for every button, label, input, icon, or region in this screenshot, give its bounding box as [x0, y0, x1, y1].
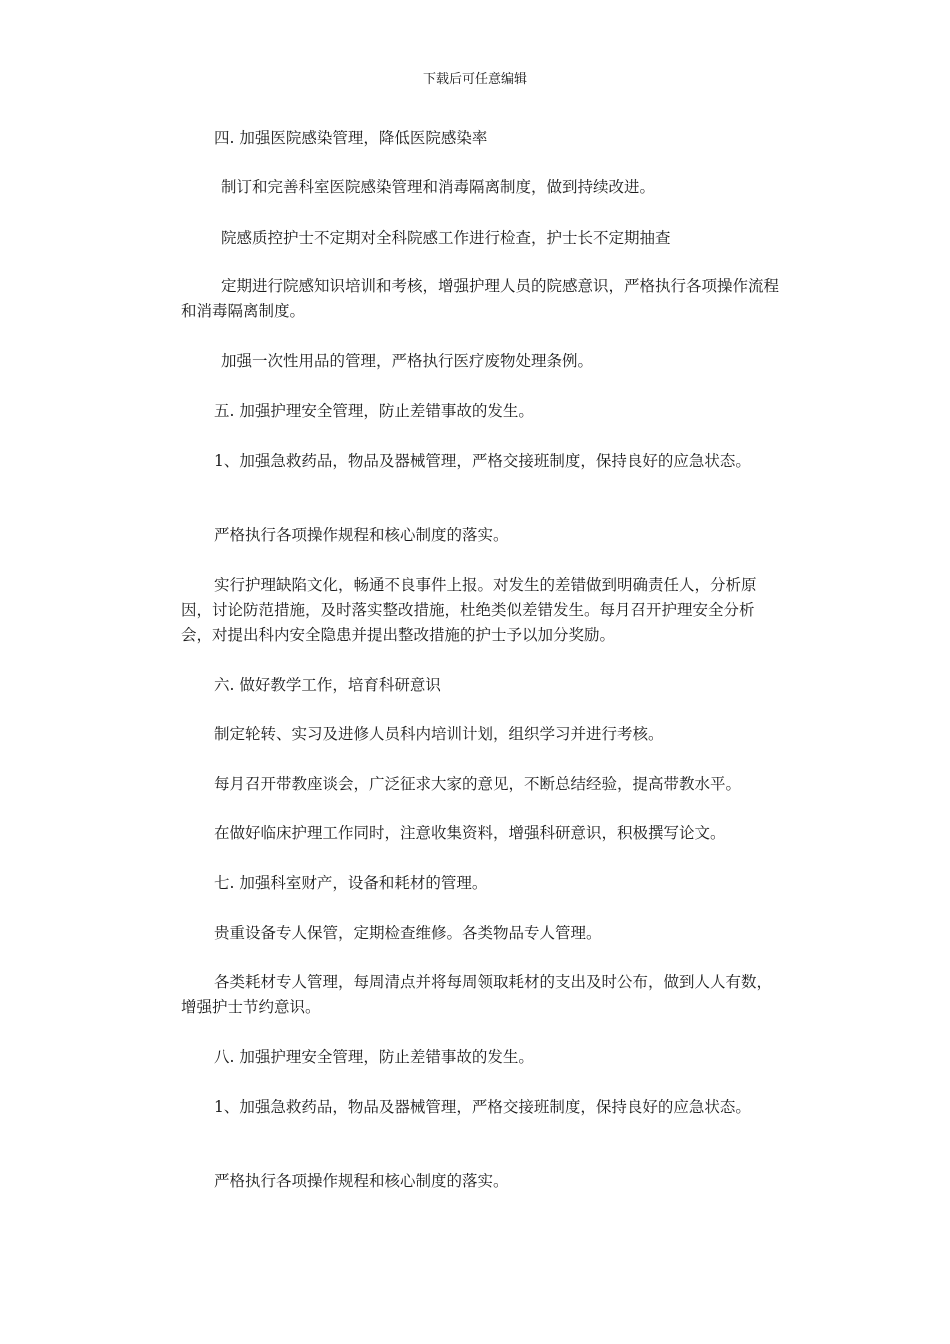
paragraph: 实行护理缺陷文化，畅通不良事件上报。对发生的差错做到明确责任人，分析原因，讨论防范措施，及时落实整改措施，杜绝类似差错发生。每月召开护理安全分析会，对提出科内安全隐患并提出整改措施的护士予以加分奖励。: [181, 576, 757, 644]
section-heading-4: 四. 加强医院感染管理，降低医院感染率: [214, 129, 488, 147]
section-heading-6: 六. 做好教学工作，培育科研意识: [214, 676, 441, 694]
paragraph: 严格执行各项操作规程和核心制度的落实。: [214, 526, 509, 544]
paragraph: 严格执行各项操作规程和核心制度的落实。: [214, 1172, 509, 1190]
section-heading-5: 五. 加强护理安全管理，防止差错事故的发生。: [214, 402, 534, 420]
paragraph: 每月召开带教座谈会，广泛征求大家的意见，不断总结经验，提高带教水平。: [214, 775, 742, 793]
paragraph: 各类耗材专人管理，每周清点并将每周领取耗材的支出及时公布，做到人人有数，增强护士节约意识。: [181, 973, 773, 1016]
paragraph: 1、加强急救药品，物品及器械管理，严格交接班制度，保持良好的应急状态。: [214, 452, 751, 470]
paragraph: 1、加强急救药品，物品及器械管理，严格交接班制度，保持良好的应急状态。: [214, 1098, 751, 1116]
paragraph: 定期进行院感知识培训和考核，增强护理人员的院感意识，严格执行各项操作流程和消毒隔离制度。: [181, 277, 780, 320]
paragraph: 制定轮转、实习及进修人员科内培训计划，组织学习并进行考核。: [214, 725, 664, 743]
section-heading-7: 七. 加强科室财产，设备和耗材的管理。: [214, 874, 488, 892]
paragraph: 在做好临床护理工作同时，注意收集资料，增强科研意识，积极撰写论文。: [214, 824, 726, 842]
paragraph: 贵重设备专人保管，定期检查维修。各类物品专人管理。: [214, 924, 602, 942]
section-heading-8: 八. 加强护理安全管理，防止差错事故的发生。: [214, 1048, 534, 1066]
page-header: 下载后可任意编辑: [422, 72, 527, 87]
paragraph: 院感质控护士不定期对全科院感工作进行检查，护士长不定期抽查: [221, 229, 671, 247]
paragraph: 制订和完善科室医院感染管理和消毒隔离制度，做到持续改进。: [221, 178, 656, 196]
paragraph: 加强一次性用品的管理，严格执行医疗废物处理条例。: [221, 352, 594, 370]
